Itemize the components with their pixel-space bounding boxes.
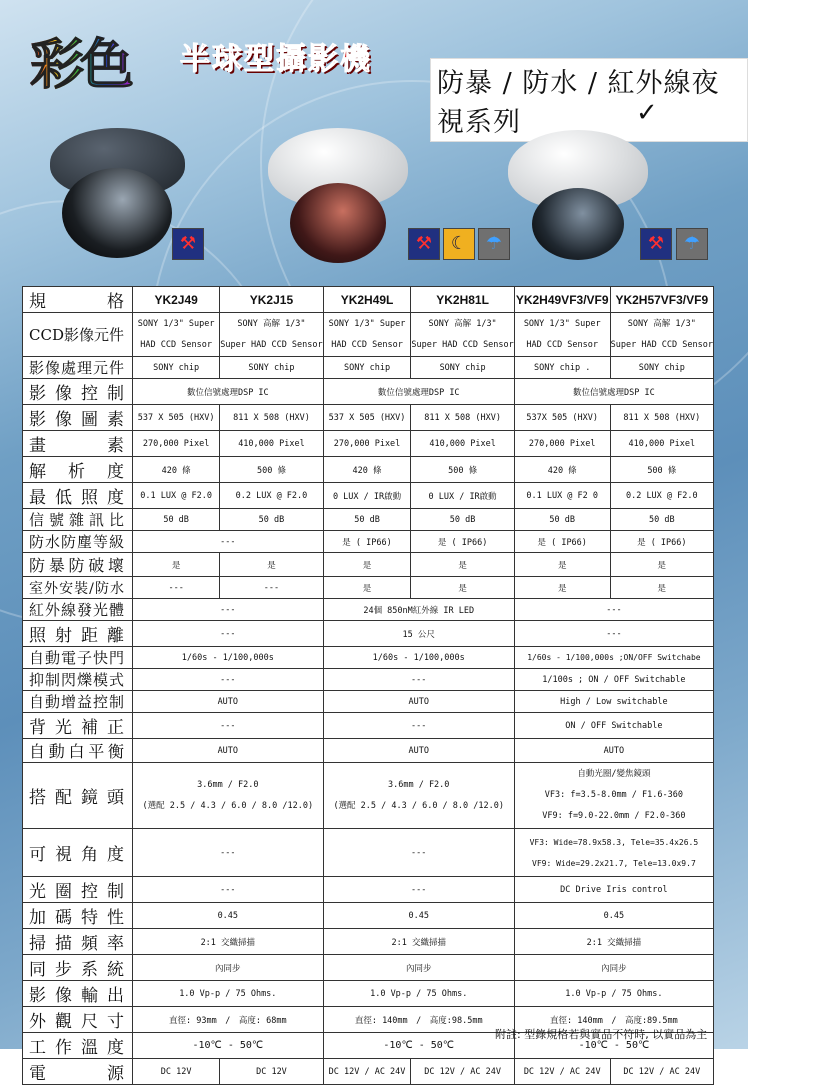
table-cell: 537X 505 (HXV) xyxy=(514,405,610,431)
table-cell: 420 條 xyxy=(514,457,610,483)
row-label: 最低照度 xyxy=(23,483,133,509)
table-cell: SONY chip . xyxy=(514,357,610,379)
row-label: 同步系統 xyxy=(23,955,133,981)
table-cell: 1/60s - 1/100,000s ;ON/OFF Switchabe xyxy=(514,647,713,669)
table-cell: DC 12V / AC 24V xyxy=(323,1059,411,1085)
check-mark-icon: ✓ xyxy=(636,98,658,128)
table-cell: SONY 1/3" Super HAD CCD Sensor xyxy=(514,313,610,357)
table-cell: 是 xyxy=(514,577,610,599)
table-row xyxy=(23,599,714,621)
table-cell: 數位信號處理DSP IC xyxy=(132,379,323,405)
camera-image-white-dome xyxy=(268,128,408,263)
night-vision-icon: ☾ xyxy=(443,228,475,260)
row-label: 紅外線發光體 xyxy=(23,599,133,621)
table-cell: --- xyxy=(323,669,514,691)
table-cell: 是 ( IP66) xyxy=(323,531,411,553)
row-label: 光圈控制 xyxy=(23,877,133,903)
table-cell: DC 12V / AC 24V xyxy=(514,1059,610,1085)
camera-image-white-dome-vf xyxy=(508,130,648,265)
row-label: 可視角度 xyxy=(23,829,133,877)
row-label: 室外安裝/防水 xyxy=(23,577,133,599)
table-cell: 500 條 xyxy=(610,457,713,483)
row-label: CCD影像元件 xyxy=(23,313,133,357)
table-cell: AUTO xyxy=(323,739,514,763)
table-cell: 537 X 505 (HXV) xyxy=(132,405,219,431)
table-cell: 內同步 xyxy=(132,955,323,981)
table-cell: 直徑: 140mm / 高度:89.5mm xyxy=(514,1007,713,1033)
table-cell: 270,000 Pixel xyxy=(514,431,610,457)
table-cell: 1/60s - 1/100,000s xyxy=(323,647,514,669)
table-row xyxy=(23,647,714,669)
table-cell: 1/60s - 1/100,000s xyxy=(132,647,323,669)
table-cell: --- xyxy=(323,877,514,903)
table-cell: 是 xyxy=(411,553,514,577)
table-cell: 是 xyxy=(220,553,323,577)
table-row xyxy=(23,713,714,739)
table-cell: SONY chip xyxy=(220,357,323,379)
table-cell: DC 12V xyxy=(220,1059,323,1085)
vandal-proof-icon: ⚒ xyxy=(172,228,204,260)
table-cell: 0 LUX / IR啟動 xyxy=(411,483,514,509)
table-cell: --- xyxy=(132,829,323,877)
model-name: YK2J15 xyxy=(220,287,323,313)
table-row xyxy=(23,483,714,509)
table-cell: 410,000 Pixel xyxy=(220,431,323,457)
product-title: 半球型攝影機 xyxy=(180,42,372,77)
table-cell: 是 xyxy=(323,577,411,599)
table-cell: AUTO xyxy=(132,691,323,713)
table-cell: 811 X 508 (HXV) xyxy=(411,405,514,431)
table-cell: 410,000 Pixel xyxy=(610,431,713,457)
table-cell: SONY 1/3" Super HAD CCD Sensor xyxy=(323,313,411,357)
table-row xyxy=(23,929,714,955)
table-cell: --- xyxy=(132,577,219,599)
table-cell: SONY chip xyxy=(323,357,411,379)
waterproof-umbrella-icon: ☂ xyxy=(676,228,708,260)
table-cell: 1.0 Vp-p / 75 Ohms. xyxy=(323,981,514,1007)
table-cell: 50 dB xyxy=(132,509,219,531)
table-cell: 自動光圈/變焦鏡頭 VF3: f=3.5-8.0mm / F1.6-360 VF9: f=9.0-22.0mm / F2.0-360 xyxy=(514,763,713,829)
table-cell: AUTO xyxy=(514,739,713,763)
model-name: YK2J49 xyxy=(132,287,219,313)
table-cell: 1/100s ; ON / OFF Switchable xyxy=(514,669,713,691)
table-cell: 1.0 Vp-p / 75 Ohms. xyxy=(514,981,713,1007)
table-cell: --- xyxy=(514,599,713,621)
table-cell: --- xyxy=(323,713,514,739)
table-cell: --- xyxy=(132,877,323,903)
table-cell: 是 ( IP66) xyxy=(514,531,610,553)
table-row xyxy=(23,981,714,1007)
table-cell: 500 條 xyxy=(411,457,514,483)
row-label: 信號雜訊比 xyxy=(23,509,133,531)
table-cell: DC 12V xyxy=(132,1059,219,1085)
row-label: 影像輸出 xyxy=(23,981,133,1007)
table-cell: 270,000 Pixel xyxy=(132,431,219,457)
table-cell: --- xyxy=(132,531,323,553)
series-title: 防暴 / 防水 / 紅外線夜視系列 xyxy=(430,58,748,142)
table-cell: 50 dB xyxy=(610,509,713,531)
table-row xyxy=(23,379,714,405)
table-cell: 0.45 xyxy=(323,903,514,929)
table-cell: 0.1 LUX @ F2.0 xyxy=(132,483,219,509)
row-label: 搭配鏡頭 xyxy=(23,763,133,829)
table-row xyxy=(23,313,714,357)
table-cell: 3.6mm / F2.0 (選配 2.5 / 4.3 / 6.0 / 8.0 /12.0) xyxy=(323,763,514,829)
table-cell: 0.45 xyxy=(514,903,713,929)
table-cell: 0.2 LUX @ F2.0 xyxy=(220,483,323,509)
table-cell: 數位信號處理DSP IC xyxy=(514,379,713,405)
row-label: 影像圖素 xyxy=(23,405,133,431)
table-cell: 537 X 505 (HXV) xyxy=(323,405,411,431)
table-cell: 410,000 Pixel xyxy=(411,431,514,457)
table-cell: 數位信號處理DSP IC xyxy=(323,379,514,405)
table-cell: 是 xyxy=(323,553,411,577)
table-cell: SONY chip xyxy=(411,357,514,379)
spec-table xyxy=(22,286,714,1085)
table-cell: 50 dB xyxy=(411,509,514,531)
color-logo: 彩色 xyxy=(30,32,130,96)
row-label: 照射距離 xyxy=(23,621,133,647)
table-row xyxy=(23,509,714,531)
table-cell: DC 12V / AC 24V xyxy=(610,1059,713,1085)
table-cell: 50 dB xyxy=(220,509,323,531)
vandal-proof-icon: ⚒ xyxy=(408,228,440,260)
waterproof-umbrella-icon: ☂ xyxy=(478,228,510,260)
table-cell: 直徑: 140mm / 高度:98.5mm xyxy=(323,1007,514,1033)
table-cell: 是 xyxy=(132,553,219,577)
table-cell: 50 dB xyxy=(514,509,610,531)
table-cell: VF3: Wide=78.9x58.3, Tele=35.4x26.5 VF9: Wide=29.2x21.7, Tele=13.0x9.7 xyxy=(514,829,713,877)
table-cell: 270,000 Pixel xyxy=(323,431,411,457)
row-label: 影像處理元件 xyxy=(23,357,133,379)
table-cell: --- xyxy=(132,621,323,647)
row-label: 影像控制 xyxy=(23,379,133,405)
table-row xyxy=(23,1059,714,1085)
table-cell: 3.6mm / F2.0 (選配 2.5 / 4.3 / 6.0 / 8.0 /12.0) xyxy=(132,763,323,829)
table-cell: DC Drive Iris control xyxy=(514,877,713,903)
model-name: YK2H57VF3/VF9 xyxy=(610,287,713,313)
table-cell: High / Low switchable xyxy=(514,691,713,713)
table-cell: 是 xyxy=(610,577,713,599)
table-cell: 2:1 交織掃描 xyxy=(132,929,323,955)
row-label: 防暴防破壞 xyxy=(23,553,133,577)
table-cell: SONY chip xyxy=(132,357,219,379)
table-row xyxy=(23,531,714,553)
table-cell: DC 12V / AC 24V xyxy=(411,1059,514,1085)
table-cell: 811 X 508 (HXV) xyxy=(610,405,713,431)
row-label: 自動電子快門 xyxy=(23,647,133,669)
table-row xyxy=(23,405,714,431)
model-name: YK2H49L xyxy=(323,287,411,313)
row-label: 自動白平衡 xyxy=(23,739,133,763)
table-cell: -10℃ - 50℃ xyxy=(514,1033,713,1059)
row-label: 防水防塵等級 xyxy=(23,531,133,553)
table-cell: --- xyxy=(132,713,323,739)
table-cell: 內同步 xyxy=(323,955,514,981)
table-row xyxy=(23,577,714,599)
table-cell: --- xyxy=(132,669,323,691)
table-cell: 0.45 xyxy=(132,903,323,929)
camera-image-black-dome xyxy=(50,128,185,258)
table-cell: --- xyxy=(323,829,514,877)
row-label: 背光補正 xyxy=(23,713,133,739)
row-label: 電 源 xyxy=(23,1059,133,1085)
table-cell: 0 LUX / IR啟動 xyxy=(323,483,411,509)
table-cell: 420 條 xyxy=(132,457,219,483)
row-label: 畫 素 xyxy=(23,431,133,457)
table-cell: AUTO xyxy=(323,691,514,713)
table-cell: SONY 高解 1/3" Super HAD CCD Sensor xyxy=(411,313,514,357)
table-cell: SONY 1/3" Super HAD CCD Sensor xyxy=(132,313,219,357)
table-row xyxy=(23,431,714,457)
table-cell: SONY 高解 1/3" Super HAD CCD Sensor xyxy=(220,313,323,357)
table-row xyxy=(23,955,714,981)
table-cell: AUTO xyxy=(132,739,323,763)
table-row xyxy=(23,829,714,877)
table-cell: SONY 高解 1/3" Super HAD CCD Sensor xyxy=(610,313,713,357)
table-cell: 是 ( IP66) xyxy=(610,531,713,553)
row-label: 掃描頻率 xyxy=(23,929,133,955)
table-cell: 2:1 交織掃描 xyxy=(323,929,514,955)
table-cell: -10℃ - 50℃ xyxy=(132,1033,323,1059)
table-cell: 是 xyxy=(610,553,713,577)
row-label: 解析度 xyxy=(23,457,133,483)
table-row xyxy=(23,903,714,929)
table-row xyxy=(23,287,714,313)
table-cell: 是 ( IP66) xyxy=(411,531,514,553)
table-cell: 是 xyxy=(411,577,514,599)
table-cell: --- xyxy=(514,621,713,647)
model-name: YK2H81L xyxy=(411,287,514,313)
table-cell: --- xyxy=(132,599,323,621)
table-cell: 1.0 Vp-p / 75 Ohms. xyxy=(132,981,323,1007)
row-label: 加碼特性 xyxy=(23,903,133,929)
table-cell: 811 X 508 (HXV) xyxy=(220,405,323,431)
table-row xyxy=(23,739,714,763)
vandal-proof-icon: ⚒ xyxy=(640,228,672,260)
table-cell: SONY chip xyxy=(610,357,713,379)
table-row xyxy=(23,877,714,903)
footnote: 附註: 型錄規格若與實品不符時, 以實品為主 xyxy=(495,1028,708,1041)
table-row xyxy=(23,669,714,691)
model-name: YK2H49VF3/VF9 xyxy=(514,287,610,313)
table-cell: -10℃ - 50℃ xyxy=(323,1033,514,1059)
row-label: 外觀尺寸 xyxy=(23,1007,133,1033)
table-cell: --- xyxy=(220,577,323,599)
row-label: 自動增益控制 xyxy=(23,691,133,713)
table-cell: 50 dB xyxy=(323,509,411,531)
table-cell: 24個 850nM紅外線 IR LED xyxy=(323,599,514,621)
table-row xyxy=(23,621,714,647)
row-label: 抑制閃爍模式 xyxy=(23,669,133,691)
table-cell: 500 條 xyxy=(220,457,323,483)
table-row xyxy=(23,357,714,379)
table-cell: 0.1 LUX @ F2 0 xyxy=(514,483,610,509)
table-cell: 0.2 LUX @ F2.0 xyxy=(610,483,713,509)
table-cell: 15 公尺 xyxy=(323,621,514,647)
table-cell: 420 條 xyxy=(323,457,411,483)
table-row xyxy=(23,691,714,713)
table-cell: 內同步 xyxy=(514,955,713,981)
row-label: 工作溫度 xyxy=(23,1033,133,1059)
table-cell: 是 xyxy=(514,553,610,577)
table-row xyxy=(23,763,714,829)
table-cell: ON / OFF Switchable xyxy=(514,713,713,739)
table-cell: 直徑: 93mm / 高度: 68mm xyxy=(132,1007,323,1033)
table-row xyxy=(23,553,714,577)
table-cell: 2:1 交織掃描 xyxy=(514,929,713,955)
row-label: 規 格 xyxy=(23,287,133,313)
table-row xyxy=(23,457,714,483)
